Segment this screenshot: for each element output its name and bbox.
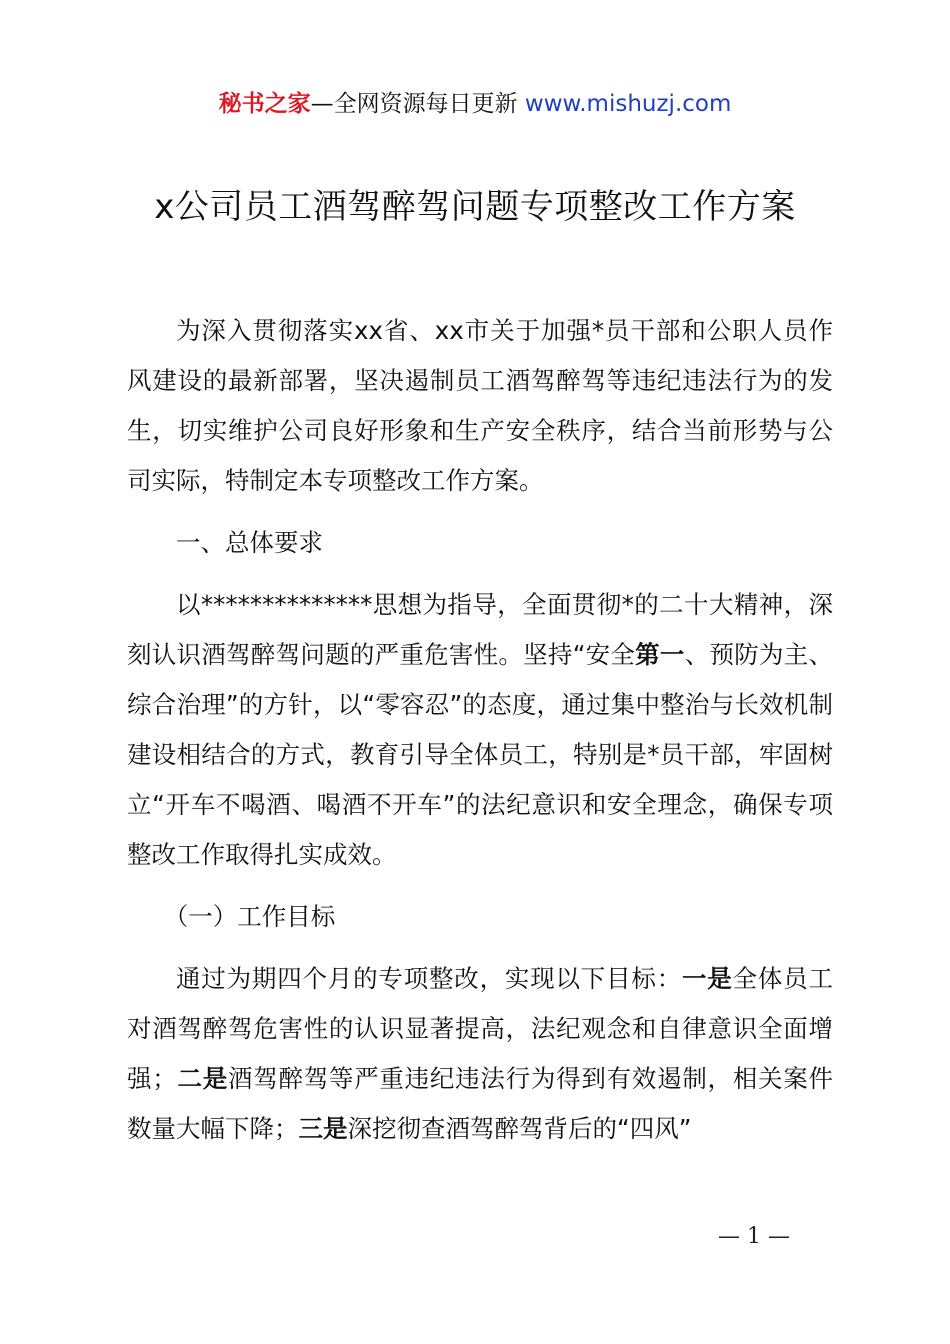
subsection-heading-work-goals: （一）工作目标 [163,902,336,931]
goal-1-text: 全体员工对酒驾醉驾危害性的认识显著提高，法纪观念和自律意识全面增强； [127,964,834,1093]
work-goals-paragraph [127,954,833,1154]
page-number: — 1 — [718,1224,790,1249]
general-requirements-bold: 第一 [635,640,685,669]
general-requirements-text-2: 、预防为主、综合治理”的方针，以“零容忍”的态度，通过集中整治与长效机制建设相结合的方式，教育引导全体员工，特别是*员干部，牢固树立“开车不喝酒、喝酒不开车”的法纪意识和安全理念，确保专项整改工作取得扎实成效。 [127,640,834,869]
goal-2-label: 二是 [176,1064,228,1093]
site-header [0,86,950,122]
goal-2-text: 酒驾醉驾等严重违纪违法行为得到有效遏制，相关案件数量大幅下降； [127,1064,834,1143]
goal-3-label: 三是 [298,1114,348,1143]
document-body [127,306,833,1166]
brand-name: 秘书之家 [218,91,311,117]
site-url-link[interactable]: www.mishuzj.com [524,91,732,117]
header-tagline: —全网资源每日更新 [310,91,518,117]
work-goals-intro: 通过为期四个月的专项整改，实现以下目标： [176,964,682,993]
general-requirements-paragraph [127,580,833,880]
document-title: x公司员工酒驾醉驾问题专项整改工作方案 [154,187,796,227]
section-heading-general-requirements: 一、总体要求 [176,528,323,557]
goal-3-text: 深挖彻查酒驾醉驾背后的“四风” [347,1114,692,1143]
intro-paragraph: 为深入贯彻落实xx省、xx市关于加强*员干部和公职人员作风建设的最新部署，坚决遏制员工酒驾醉驾等违纪违法行为的发生，切实维护公司良好形象和生产安全秩序，结合当前形势与公司实际，特制定本专项整改工作方案。 [127,316,833,495]
goal-1-label: 一是 [682,964,733,993]
general-requirements-text-1: 以**************思想为指导，全面贯彻*的二十大精神，深刻认识酒驾醉驾问题的严重危害性。坚持“安全 [127,590,833,669]
